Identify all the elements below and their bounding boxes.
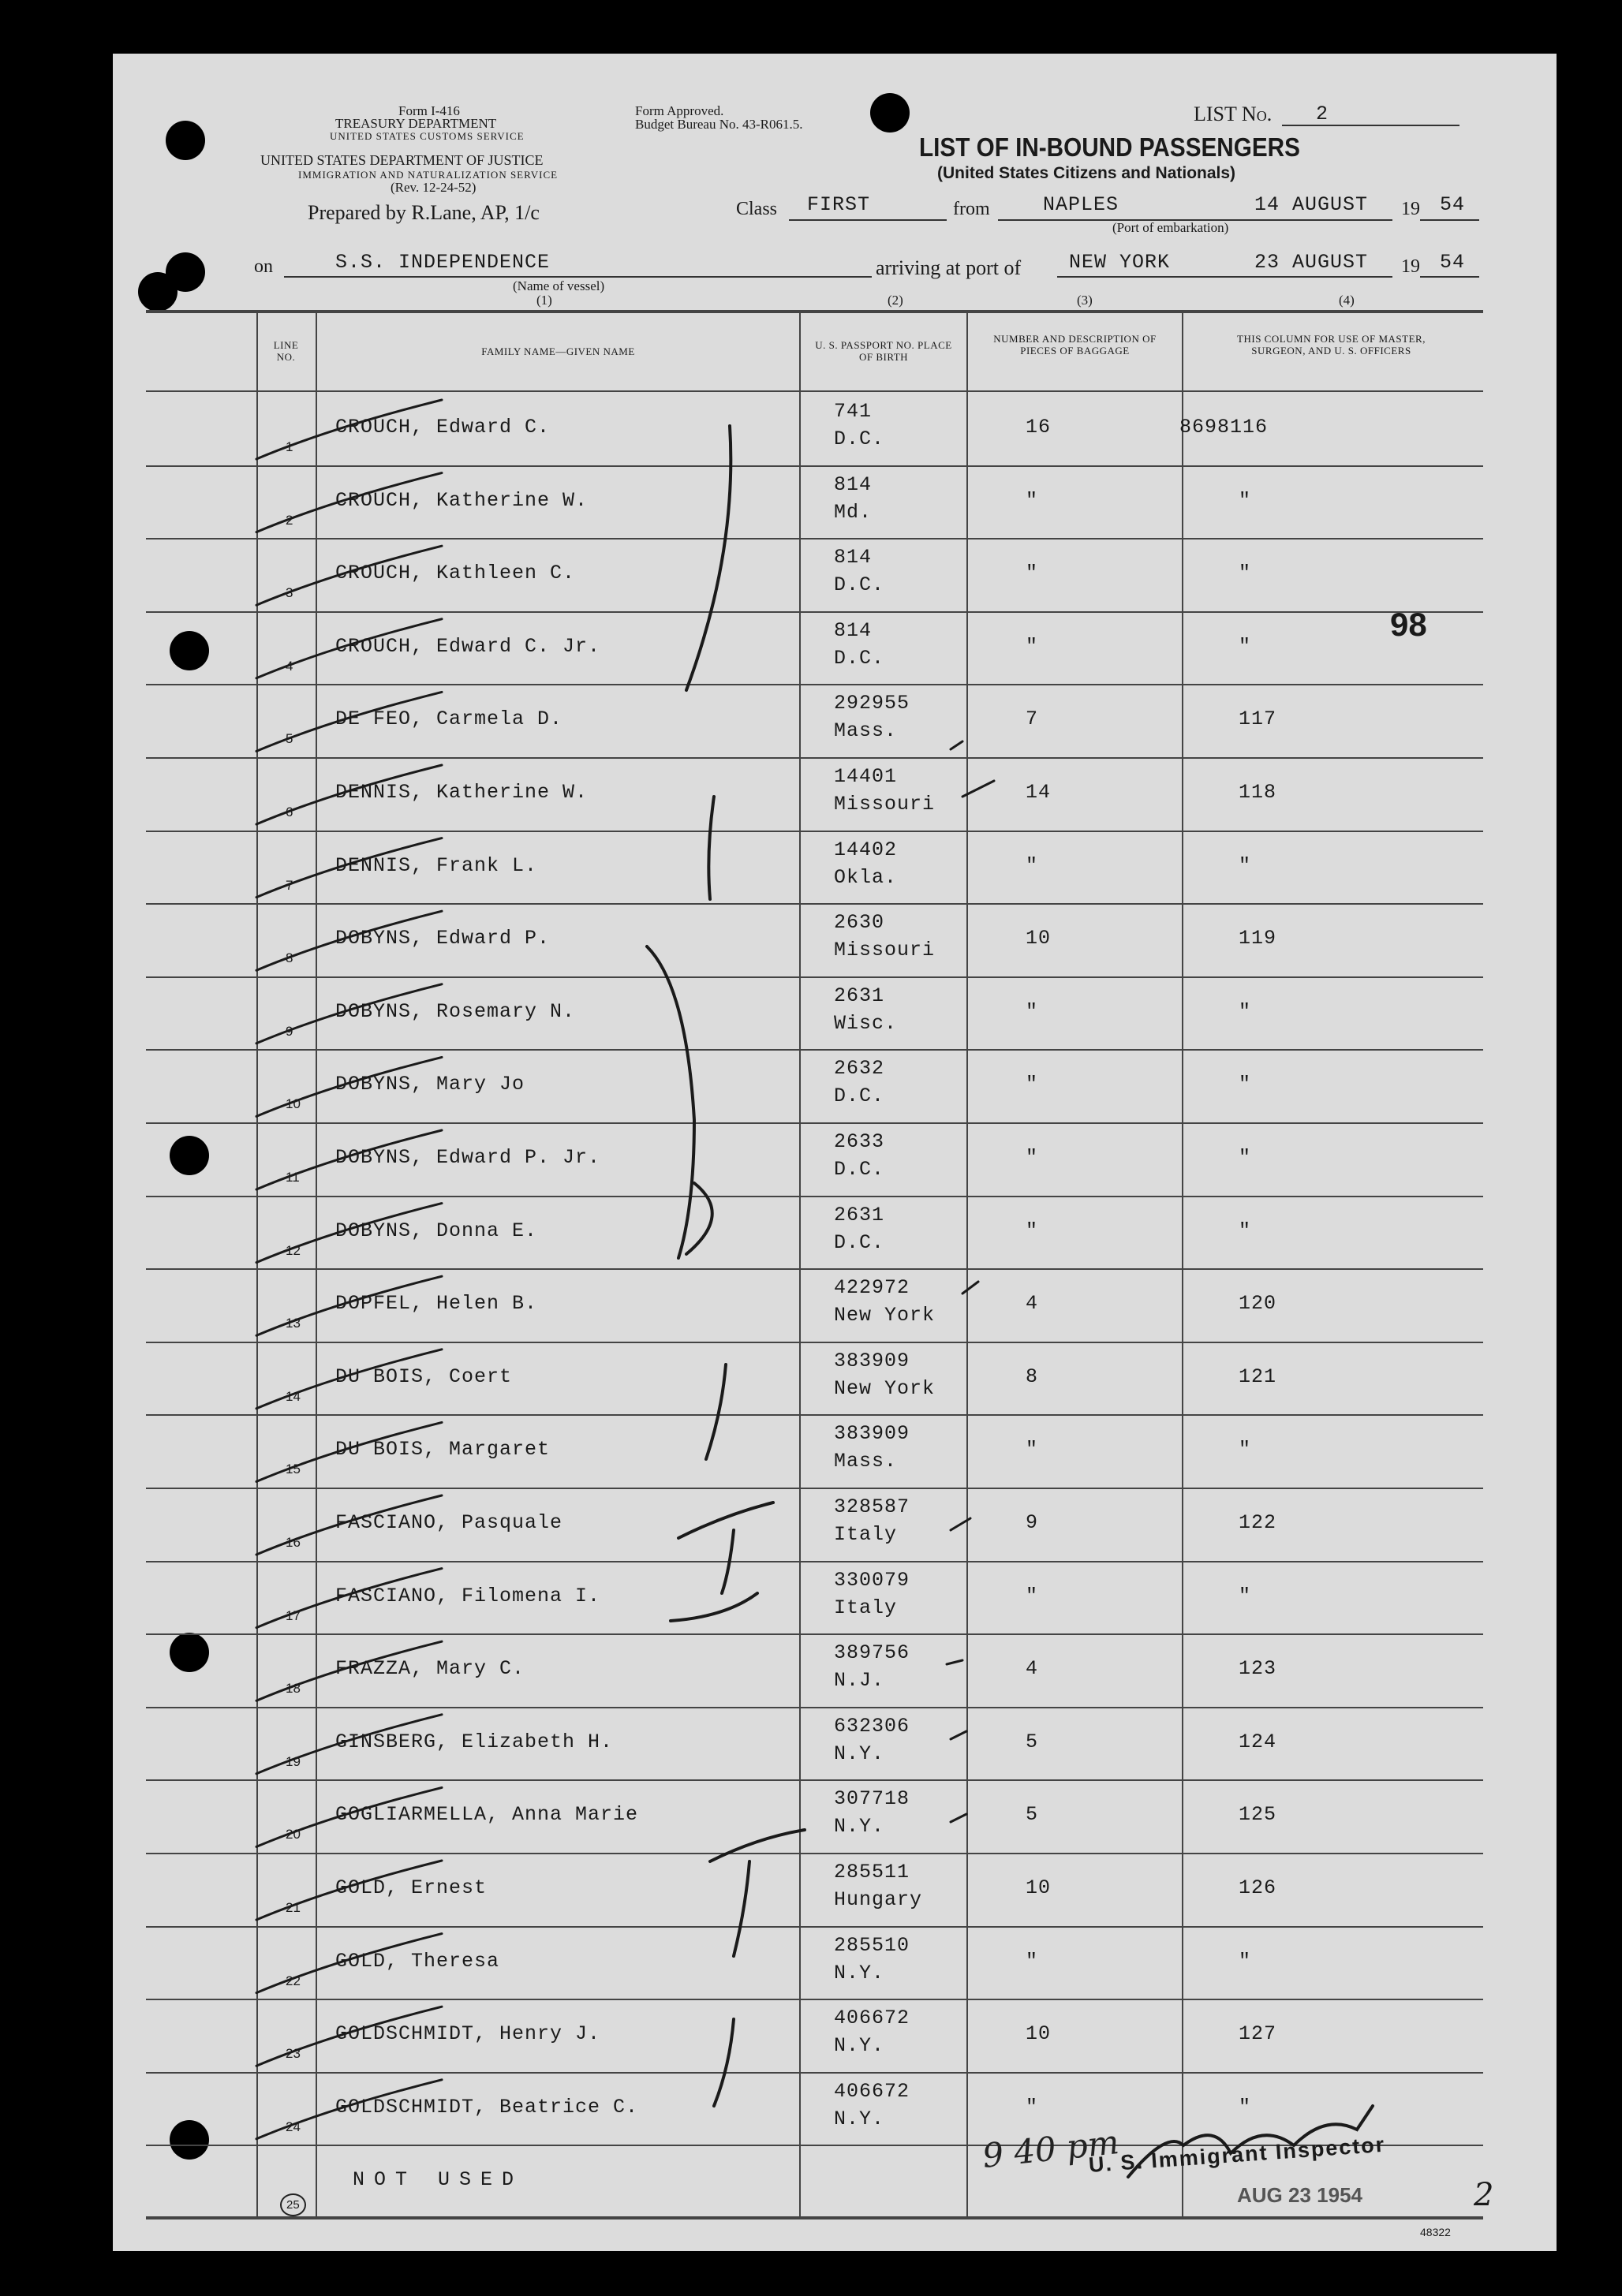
officer-entry: " [1239, 634, 1252, 658]
passenger-name: FASCIANO, Pasquale [335, 1511, 563, 1534]
check-mark [256, 400, 442, 459]
passport-number: 307718 [834, 1787, 910, 1811]
baggage-count: 10 [1026, 927, 1052, 950]
check-mark [256, 1569, 442, 1628]
place-of-birth: N.Y. [834, 1815, 885, 1839]
place-of-birth: New York [834, 1376, 936, 1400]
place-of-birth: Italy [834, 1596, 898, 1619]
passenger-name: DOBYNS, Edward P. Jr. [335, 1146, 601, 1169]
depart-date: 14 AUGUST [1254, 193, 1369, 216]
check-mark [256, 2007, 442, 2066]
column-header-passport: U. S. PASSPORT NO. PLACE OF BIRTH [815, 339, 952, 363]
passenger-name: DENNIS, Frank L. [335, 853, 538, 877]
line-number: 4 [286, 658, 293, 674]
check-mark [256, 1204, 442, 1263]
passport-number: 383909 [834, 1349, 910, 1372]
class-value: FIRST [807, 193, 871, 216]
passport-number: 328587 [834, 1495, 910, 1518]
passenger-name: DOBYNS, Rosemary N. [335, 999, 576, 1023]
line-number: 7 [286, 877, 293, 893]
line-number: 9 [286, 1023, 293, 1039]
officer-entry: 121 [1239, 1365, 1277, 1388]
officer-entry: " [1239, 999, 1252, 1023]
prepared-by: Prepared by R.Lane, AP, 1/c [308, 201, 540, 224]
place-of-birth: D.C. [834, 1085, 885, 1108]
line-number: 8 [286, 950, 293, 966]
check-mark [256, 1130, 442, 1189]
column-header-baggage: NUMBER AND DESCRIPTION OF PIECES OF BAGGAGE [993, 333, 1157, 357]
passport-number: 814 [834, 546, 873, 569]
line-number: 23 [286, 2046, 301, 2062]
officer-entry: 117 [1239, 707, 1277, 731]
place-of-birth: Okla. [834, 865, 898, 889]
officer-entry: " [1239, 1219, 1252, 1242]
check-mark [714, 2019, 734, 2106]
passenger-name: GOLD, Theresa [335, 1949, 500, 1973]
place-of-birth: D.C. [834, 427, 885, 450]
place-of-birth: N.Y. [834, 2034, 885, 2058]
arrival-port: NEW YORK [1069, 251, 1171, 274]
treasury-department: TREASURY DEPARTMENT [335, 116, 497, 131]
officer-entry: 124 [1239, 1730, 1277, 1753]
budget-bureau: Budget Bureau No. 43-R061.5. [635, 117, 803, 132]
check-mark [256, 1276, 442, 1335]
department-of-justice: UNITED STATES DEPARTMENT OF JUSTICE [260, 152, 544, 168]
passport-number: 632306 [834, 1714, 910, 1738]
handwritten-time: 9 40 pm [980, 2122, 1121, 2175]
check-mark [256, 546, 442, 605]
place-of-birth: D.C. [834, 646, 885, 670]
arrival-year: 54 [1440, 251, 1466, 274]
baggage-count: 5 [1026, 1730, 1039, 1753]
form-number: Form I-416 [398, 103, 460, 118]
document-title: LIST OF IN-BOUND PASSENGERS [919, 133, 1300, 162]
depart-year: 54 [1440, 193, 1466, 216]
document-subtitle: (United States Citizens and Nationals) [937, 164, 1236, 182]
line-number: 24 [286, 2119, 301, 2134]
place-of-birth: D.C. [834, 573, 885, 597]
baggage-count: " [1026, 562, 1039, 585]
passenger-name: CROUCH, Katherine W. [335, 488, 589, 512]
passport-number: 2630 [834, 911, 885, 935]
on-label: on [254, 256, 273, 277]
baggage-count: 4 [1026, 1292, 1039, 1316]
passport-number: 2632 [834, 1057, 885, 1081]
place-of-birth: Md. [834, 500, 873, 524]
check-mark [256, 1934, 442, 1993]
check-mark [706, 1365, 726, 1459]
passenger-name: GOLD, Ernest [335, 1876, 488, 1899]
form-approved: Form Approved. [635, 103, 724, 118]
arriving-label: arriving at port of [876, 256, 1022, 279]
check-mark [256, 1057, 442, 1116]
check-mark [256, 1422, 442, 1481]
passport-number: 285511 [834, 1861, 910, 1883]
baggage-count: 5 [1026, 1803, 1039, 1827]
line-number: 25 [280, 2193, 306, 2216]
officer-entry: " [1239, 1584, 1252, 1607]
check-mark [256, 473, 442, 532]
officer-entry: 127 [1239, 2022, 1277, 2046]
check-mark [708, 797, 714, 899]
officer-entry: " [1239, 1073, 1252, 1096]
corner-mark: 2 [1474, 2177, 1494, 2213]
check-mark [256, 1861, 442, 1920]
check-mark [1128, 2106, 1373, 2177]
line-number: 20 [286, 1827, 301, 1842]
place-of-birth: N.J. [834, 1669, 885, 1693]
line-number: 12 [286, 1242, 301, 1258]
officer-entry: 8698116 [1179, 416, 1269, 439]
line-number: 6 [286, 805, 293, 819]
check-mark [671, 1503, 773, 1621]
passport-number: 814 [834, 618, 873, 642]
passenger-name: DENNIS, Katherine W. [335, 781, 589, 804]
list-no-label: LIST No. [1194, 103, 1273, 125]
place-of-birth: N.Y. [834, 2107, 885, 2130]
line-number: 16 [286, 1535, 301, 1550]
place-of-birth: New York [834, 1304, 936, 1327]
officer-entry: 119 [1239, 927, 1277, 950]
officer-entry: " [1239, 562, 1252, 585]
check-mark [256, 984, 442, 1043]
footer-code: 48322 [1420, 2226, 1451, 2238]
baggage-count: 10 [1026, 1876, 1052, 1899]
officer-entry: " [1239, 488, 1252, 512]
officer-entry: " [1239, 853, 1252, 877]
check-mark [710, 1830, 805, 1956]
passport-number: 285510 [834, 1933, 910, 1957]
vessel-label: (Name of vessel) [513, 278, 605, 293]
place-of-birth: D.C. [834, 1230, 885, 1254]
line-number: 10 [286, 1096, 301, 1112]
check-mark [256, 692, 442, 751]
passport-number: 741 [834, 400, 873, 423]
check-mark [256, 1350, 442, 1409]
port-embarkation-label: (Port of embarkation) [1112, 220, 1229, 235]
passport-number: 406672 [834, 2079, 910, 2103]
from-label: from [953, 199, 990, 219]
passport-number: 2631 [834, 1203, 885, 1226]
passport-number: 406672 [834, 2007, 910, 2030]
col3-number: (3) [1077, 293, 1093, 308]
officer-entry: 123 [1239, 1657, 1277, 1681]
place-of-birth: Missouri [834, 939, 936, 962]
passport-number: 14401 [834, 765, 898, 788]
officer-entry: 122 [1239, 1511, 1277, 1534]
baggage-count: " [1026, 1438, 1039, 1462]
baggage-count: 10 [1026, 2022, 1052, 2046]
place-of-birth: Mass. [834, 1450, 898, 1473]
line-number: 5 [286, 731, 293, 747]
passenger-name: FASCIANO, Filomena I. [335, 1584, 601, 1607]
place-of-birth: Mass. [834, 719, 898, 743]
passenger-name: GINSBERG, Elizabeth H. [335, 1730, 614, 1753]
passenger-name: DOBYNS, Donna E. [335, 1219, 538, 1242]
baggage-count: " [1026, 2095, 1039, 2119]
baggage-count: " [1026, 1073, 1039, 1096]
column-header-name: FAMILY NAME—GIVEN NAME [481, 345, 635, 357]
baggage-count: " [1026, 488, 1039, 512]
officer-entry: 120 [1239, 1292, 1277, 1316]
line-number: 21 [286, 1900, 301, 1915]
passport-number: 814 [834, 472, 873, 496]
passport-number: 383909 [834, 1422, 910, 1446]
col4-number: (4) [1339, 293, 1355, 308]
check-mark [256, 1641, 442, 1701]
place-of-birth: Hungary [834, 1888, 923, 1911]
line-number: 22 [286, 1973, 301, 1988]
baggage-count: " [1026, 999, 1039, 1023]
line-number: 3 [286, 585, 293, 601]
passport-number: 389756 [834, 1641, 910, 1665]
officer-entry: 118 [1239, 781, 1277, 804]
passenger-name: DOBYNS, Edward P. [335, 927, 551, 950]
passport-number: 422972 [834, 1276, 910, 1300]
check-mark [256, 1495, 442, 1555]
passenger-name: DU BOIS, Margaret [335, 1438, 551, 1462]
officer-entry: " [1239, 1438, 1252, 1462]
baggage-count: " [1026, 1584, 1039, 1607]
check-mark [951, 741, 994, 1530]
line-number: 19 [286, 1753, 301, 1769]
passenger-name: CROUCH, Kathleen C. [335, 562, 576, 585]
officer-entry: 125 [1239, 1803, 1277, 1827]
line-number: 17 [286, 1607, 301, 1623]
col1-number: (1) [536, 293, 552, 308]
baggage-count: 14 [1026, 781, 1052, 804]
check-mark [647, 946, 712, 1258]
column-header-line-no: LINE NO. [273, 339, 299, 363]
baggage-count: 7 [1026, 707, 1039, 731]
check-mark [256, 838, 442, 898]
list-no-value: 2 [1316, 103, 1329, 125]
passenger-name: DOBYNS, Mary Jo [335, 1073, 525, 1096]
baggage-count: 16 [1026, 416, 1052, 439]
customs-service: UNITED STATES CUSTOMS SERVICE [330, 130, 525, 142]
passenger-name: GOLDSCHMIDT, Beatrice C. [335, 2095, 639, 2119]
line-number: 18 [286, 1681, 301, 1697]
baggage-count: " [1026, 853, 1039, 877]
place-of-birth: Italy [834, 1523, 898, 1546]
depart-year-prefix: 19 [1401, 199, 1420, 219]
inspector-stamp: U. S. Immigrant Inspector [1087, 2132, 1387, 2177]
line-number: 14 [286, 1388, 301, 1404]
arrival-year-prefix: 19 [1401, 256, 1420, 277]
baggage-count: 8 [1026, 1365, 1039, 1388]
passenger-name: CROUCH, Edward C. Jr. [335, 634, 601, 658]
class-label: Class [736, 199, 778, 219]
check-mark [256, 1787, 442, 1846]
passenger-name: GOGLIARMELLA, Anna Marie [335, 1803, 639, 1827]
passenger-name: FRAZZA, Mary C. [335, 1657, 525, 1681]
passport-number: 2633 [834, 1130, 885, 1153]
passenger-name: DE FEO, Carmela D. [335, 707, 563, 731]
officer-entry: " [1239, 1146, 1252, 1169]
column-header-officers: THIS COLUMN FOR USE OF MASTER, SURGEON, AND U. S. OFFICERS [1237, 333, 1426, 357]
revision: (Rev. 12-24-52) [391, 180, 477, 195]
officer-entry: 126 [1239, 1876, 1277, 1899]
line-number: 2 [286, 512, 293, 528]
line-number: 1 [286, 439, 293, 454]
baggage-count: 4 [1026, 1657, 1039, 1681]
place-of-birth: Missouri [834, 793, 936, 816]
baggage-count: " [1026, 634, 1039, 658]
margin-number: 98 [1390, 606, 1427, 643]
check-mark [256, 1715, 442, 1774]
check-mark [256, 765, 442, 824]
arrival-date: 23 AUGUST [1254, 251, 1369, 274]
check-mark [686, 426, 731, 690]
baggage-count: " [1026, 1219, 1039, 1242]
passenger-name: NOT USED [353, 2168, 524, 2192]
check-mark [256, 619, 442, 678]
officer-entry: " [1239, 2095, 1252, 2119]
baggage-count: " [1026, 1949, 1039, 1973]
from-value: NAPLES [1043, 193, 1119, 216]
passport-number: 292955 [834, 692, 910, 715]
passenger-name: CROUCH, Edward C. [335, 416, 551, 439]
place-of-birth: Wisc. [834, 1011, 898, 1035]
passport-number: 14402 [834, 838, 898, 861]
passport-number: 330079 [834, 1568, 910, 1592]
place-of-birth: D.C. [834, 1158, 885, 1181]
check-mark [947, 1660, 966, 1822]
check-mark [256, 911, 442, 970]
stamp-date: AUG 23 1954 [1237, 2183, 1362, 2207]
place-of-birth: N.Y. [834, 1961, 885, 1984]
baggage-count: 9 [1026, 1511, 1039, 1534]
vessel-name: S.S. INDEPENDENCE [335, 251, 551, 274]
baggage-count: " [1026, 1146, 1039, 1169]
line-number: 11 [286, 1170, 300, 1185]
ins-service: IMMIGRATION AND NATURALIZATION SERVICE [298, 169, 559, 181]
passenger-name: DOPFEL, Helen B. [335, 1292, 538, 1316]
col2-number: (2) [888, 293, 903, 308]
passenger-name: GOLDSCHMIDT, Henry J. [335, 2022, 601, 2046]
passport-number: 2631 [834, 984, 885, 1007]
officer-entry: " [1239, 1949, 1252, 1973]
check-mark [256, 2080, 442, 2139]
passenger-name: DU BOIS, Coert [335, 1365, 513, 1388]
line-number: 15 [286, 1462, 301, 1477]
line-number: 13 [286, 1316, 301, 1331]
place-of-birth: N.Y. [834, 1742, 885, 1765]
